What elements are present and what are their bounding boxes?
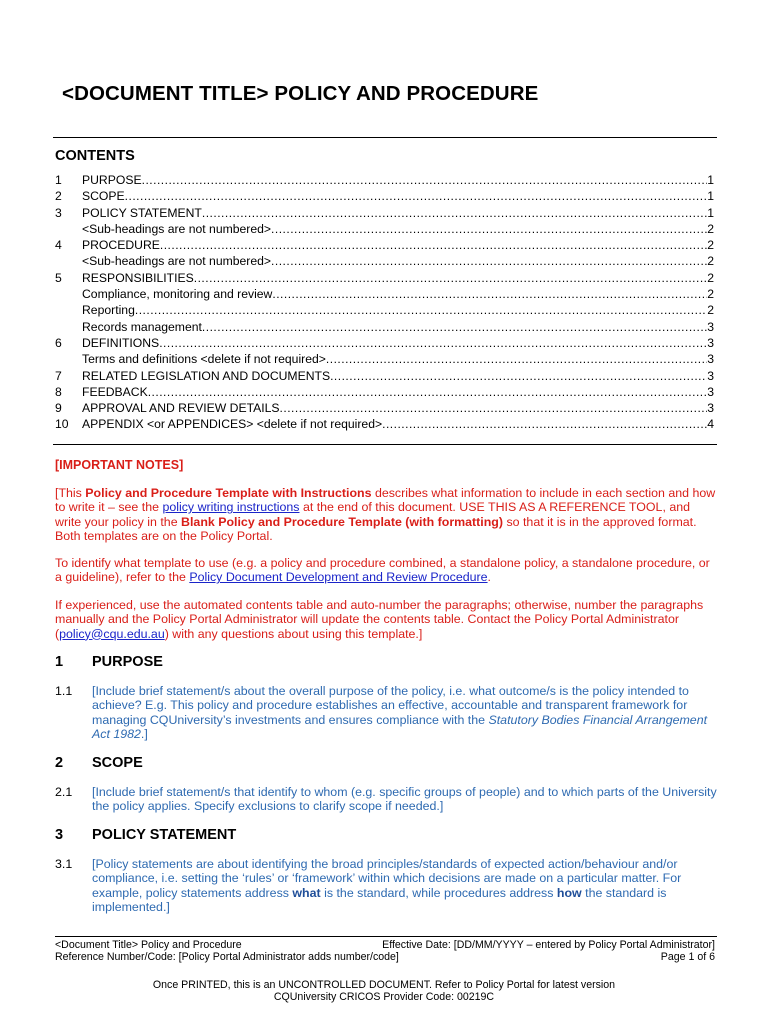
toc-entry[interactable] (55, 400, 714, 416)
toc-dot-leader (271, 253, 707, 269)
note-text: so that it is in the approved format. Both templates are on the Policy Portal. (55, 514, 697, 543)
toc-entry[interactable] (55, 237, 714, 253)
toc-entry[interactable] (55, 188, 714, 204)
toc-entry[interactable] (55, 368, 714, 384)
toc-dot-leader (272, 286, 707, 302)
toc-entry-title: Records management (82, 319, 202, 334)
toc-entry[interactable] (55, 384, 714, 400)
toc-entry[interactable] (55, 416, 714, 432)
toc-entry-title: POLICY STATEMENT (82, 205, 202, 220)
toc-entry-page: 4 (707, 417, 714, 432)
toc-dot-leader (160, 237, 707, 253)
toc-entry-title: RESPONSIBILITIES (82, 270, 194, 285)
footer-document-title: <Document Title> Policy and Procedure (55, 939, 242, 951)
toc-entry-page: 2 (707, 254, 714, 269)
toc-entry-page: 3 (707, 401, 714, 416)
footer-row (55, 939, 715, 952)
purpose-paragraph (55, 684, 719, 741)
toc-entry[interactable] (55, 319, 714, 335)
toc-entry[interactable] (55, 335, 714, 351)
toc-dot-leader (148, 384, 708, 400)
paragraph-number: 2.1 (55, 785, 73, 799)
policy-development-procedure-link[interactable]: Policy Document Development and Review Procedure (189, 570, 488, 585)
toc-entry[interactable] (55, 286, 714, 302)
toc-entry[interactable] (55, 172, 714, 188)
section-title: PURPOSE (92, 654, 163, 670)
toc-entry-title: <Sub-headings are not numbered> (82, 254, 272, 269)
scope-paragraph (55, 785, 719, 814)
toc-dot-leader (202, 319, 707, 335)
footer-effective-date: Effective Date: [DD/MM/YYYY – entered by Policy Portal Administrator] (382, 939, 715, 951)
toc-dot-leader (326, 351, 707, 367)
toc-entry-number: 2 (55, 189, 62, 204)
act-name: Statutory Bodies Financial Arrangement Act 1982 (92, 712, 708, 741)
toc-entry-title: SCOPE (82, 189, 125, 204)
section-title: POLICY STATEMENT (92, 827, 237, 843)
note-text: at the end of this document. USE THIS AS A REFERENCE TOOL, and write your policy in the (55, 500, 690, 529)
section-number: 2 (55, 755, 64, 771)
toc-entry-page: 3 (707, 335, 714, 350)
section-heading-scope (55, 755, 143, 771)
document-title: <DOCUMENT TITLE> POLICY AND PROCEDURE (62, 82, 539, 105)
cricos-provider-code: CQUniversity CRICOS Provider Code: 00219C (273, 991, 495, 1003)
toc-entry-number: 8 (55, 384, 62, 399)
toc-dot-leader (271, 221, 707, 237)
toc-entry-number: 6 (55, 335, 62, 350)
toc-entry-page: 2 (707, 270, 714, 285)
toc-entry-number: 1 (55, 173, 62, 187)
note-bold-text: Policy and Procedure Template with Instructions (85, 486, 372, 500)
toc-dot-leader (159, 335, 707, 351)
toc-entry-page: 2 (707, 287, 714, 302)
contents-heading: CONTENTS (55, 148, 135, 164)
toc-entry-page: 2 (707, 303, 714, 318)
toc-entry-title: PURPOSE (82, 173, 142, 187)
paragraph-number: 1.1 (55, 684, 73, 698)
policy-statement-paragraph (55, 857, 719, 914)
paragraph-text-run: [Include brief statement/s that identify to whom (e.g. specific groups of people) and to which parts of the University the policy applies. Specify exclusions to clarify scope if needed.] (92, 785, 717, 814)
note-text: If experienced, use the automated contents table and auto-number the paragraphs; otherwise, number the paragraphs manually and the Policy Portal Administrator will update the contents table. Contact the Policy Portal Administrator ( (55, 598, 704, 641)
important-notes-heading: [IMPORTANT NOTES] (55, 458, 184, 472)
toc-entry[interactable] (55, 270, 714, 286)
contents-divider (53, 444, 717, 445)
toc-entry-title: PROCEDURE (82, 238, 160, 253)
toc-entry-number: 10 (55, 417, 69, 432)
policy-writing-instructions-link[interactable]: policy writing instructions (162, 500, 300, 515)
section-heading-policy-statement (55, 827, 236, 843)
toc-entry-title: APPENDIX <or APPENDICES> <delete if not required> (82, 417, 383, 432)
paragraph-text-run: .] (140, 726, 148, 741)
section-heading-purpose (55, 654, 163, 670)
note-text: . (487, 570, 491, 585)
toc-entry-page: 3 (707, 368, 714, 383)
toc-entry-title: Reporting (82, 303, 135, 318)
toc-dot-leader (142, 172, 708, 188)
toc-dot-leader (202, 205, 707, 221)
footer-reference-number: Reference Number/Code: [Policy Portal Administrator adds number/code] (55, 951, 399, 963)
toc-entry-page: 2 (707, 238, 714, 253)
toc-entry-title: <Sub-headings are not numbered> (82, 221, 272, 236)
toc-entry-number: 3 (55, 205, 62, 220)
footer-row (55, 951, 715, 964)
paragraph-text (92, 857, 719, 914)
toc-entry-page: 3 (707, 319, 714, 334)
title-divider (53, 137, 717, 138)
toc-entry-page: 1 (707, 205, 714, 220)
toc-entry[interactable] (55, 205, 714, 221)
toc-entry-number: 9 (55, 401, 62, 416)
paragraph-text-run: [Policy statements are about identifying the broad principles/standards of expected action/behaviour and/or compliance, i.e. setting the ‘rules’ or ‘framework’ within which decisions are made on a particular matter. For example, policy statements address (92, 857, 682, 900)
toc-entry[interactable] (55, 253, 714, 269)
paragraph-text-run: [Include brief statement/s about the overall purpose of the policy, i.e. what outcome/s is the policy intended to achieve? E.g. This policy and procedure establishes an effective, accountable and transparent framework for managing CQUniversity’s investments and ensures compliance with the (92, 684, 689, 727)
toc-entry-page: 3 (707, 352, 714, 367)
toc-entry-title: Compliance, monitoring and review (82, 287, 273, 302)
note-text: [This (55, 486, 86, 500)
section-title: SCOPE (92, 755, 143, 771)
section-number: 3 (55, 827, 64, 843)
toc-dot-leader (330, 368, 707, 384)
note-text: ) with any questions about using this template.] (164, 626, 423, 641)
toc-dot-leader (194, 270, 707, 286)
toc-entry-number: 4 (55, 238, 62, 253)
emphasis-text: how (556, 885, 582, 900)
toc-entry-title: APPROVAL AND REVIEW DETAILS (82, 401, 280, 416)
toc-dot-leader (135, 302, 707, 318)
table-of-contents (55, 172, 714, 433)
footer-page-number: Page 1 of 6 (660, 951, 715, 963)
toc-dot-leader (382, 416, 707, 432)
toc-entry-title: FEEDBACK (82, 384, 148, 399)
note-text: To identify what template to use (e.g. a policy and procedure combined, a standalone policy, a standalone procedure, or a guideline), refer to the (55, 556, 710, 585)
paragraph-text-run: is the standard, while procedures address (320, 885, 557, 900)
paragraph-number: 3.1 (55, 857, 73, 871)
toc-entry-title: RELATED LEGISLATION AND DOCUMENTS (82, 368, 331, 383)
toc-dot-leader (125, 188, 708, 204)
footer-divider (55, 936, 717, 937)
toc-entry[interactable] (55, 302, 714, 318)
important-note-paragraph (55, 598, 719, 641)
note-text: describes what information to include in each section and how to write it – see the (55, 486, 716, 515)
toc-dot-leader (280, 400, 708, 416)
toc-entry-title: Terms and definitions <delete if not required> (82, 352, 326, 367)
toc-entry-number: 7 (55, 368, 62, 383)
paragraph-text (92, 785, 719, 814)
important-note-paragraph (55, 486, 719, 543)
toc-entry-page: 1 (707, 173, 714, 187)
toc-entry[interactable] (55, 351, 714, 367)
toc-entry[interactable] (55, 221, 714, 237)
section-number: 1 (55, 654, 64, 670)
emphasis-text: what (292, 885, 321, 900)
paragraph-text-run: the standard is implemented.] (92, 885, 667, 914)
uncontrolled-document-notice: Once PRINTED, this is an UNCONTROLLED DOCUMENT. Refer to Policy Portal for latest version (152, 979, 616, 991)
toc-entry-number: 5 (55, 270, 62, 285)
note-bold-text: Blank Policy and Procedure Template (with formatting) (181, 514, 504, 529)
toc-entry-page: 1 (707, 189, 714, 204)
toc-entry-page: 3 (707, 384, 714, 399)
toc-entry-title: DEFINITIONS (82, 335, 160, 350)
policy-email-link[interactable]: policy@cqu.edu.au (59, 626, 165, 641)
toc-entry-page: 2 (707, 221, 714, 236)
paragraph-text (92, 684, 719, 741)
important-note-paragraph (55, 556, 719, 585)
